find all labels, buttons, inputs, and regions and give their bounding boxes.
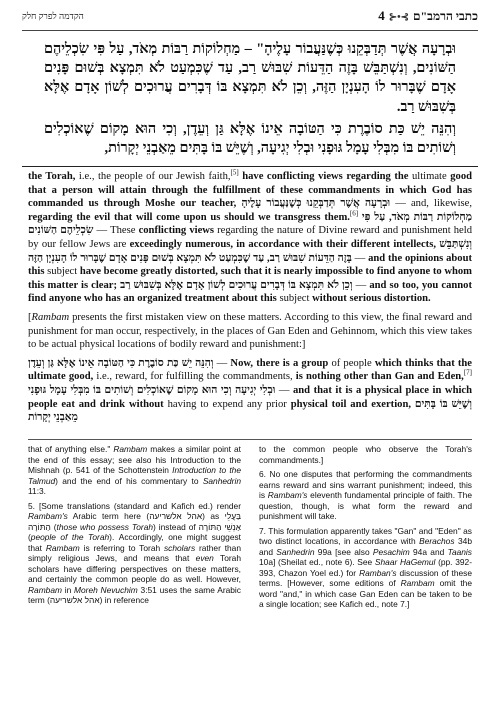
running-header (22, 8, 478, 24)
bold-text: which thinks that the ultimate good, (28, 357, 473, 383)
translation-commentary (28, 170, 472, 425)
hebrew-phrase: אהל אלשריעה (149, 511, 203, 521)
ornament-icon: ⊱•⊰ (388, 12, 410, 23)
hebrew-phrase: וּבְלִי יְגִיעָה (235, 384, 276, 396)
italic-text: Ramban's (359, 567, 397, 578)
text: — (351, 252, 369, 264)
text: 6. No one disputes that performing the commandments earns reward and sins warrant punishment; indeed, this is (259, 469, 472, 500)
footnote (28, 501, 241, 606)
bold-text: and the opinions about this (28, 252, 472, 278)
italic-text: Rambam (45, 542, 80, 553)
text: presents the first mistaken view on these matters. According to this view, the final reward and punishment for man occur, respectively, in the places of Gan Eden and Gehinnom, which this view takes to be actual physical locations of bodily reward and punishment:] (28, 311, 472, 351)
book-title: כתבי הרמב"ם (413, 9, 478, 23)
hebrew-phrase: מַחְלוֹקוֹת רַבּוֹת מְאֹד, עַל פִּי שִׂכְלֵיהֶם הַשּׁוֹנִים (28, 211, 472, 237)
text: eleventh fundamental principle of faith. The question, though, is what form the reward and punishment will take. (259, 490, 472, 521)
footnotes (28, 444, 472, 612)
footnote (259, 469, 472, 522)
italic-text: Introduction to the Talmud (28, 465, 242, 486)
text: 5. [Some translations (standard and Kafich ed.) render (28, 500, 241, 511)
italic-text: Shaar HaGemul (374, 557, 436, 567)
text: that of anything else." (28, 444, 114, 454)
text: Torah scholars have differing perspectives on these matters, and certainly the common people do as well. However, (28, 553, 241, 584)
hebrew-phrase: וּבְרָעָה אֲשֶׁר תְּדַבְּקֵנוּ כְּשֶׁנַּעֲבוֹר עָלֶיהָ (241, 198, 391, 210)
bold-text: and that it is a physical place in which people eat and drink without (28, 384, 472, 410)
footnote-divider (28, 439, 472, 440)
text: in (61, 584, 75, 595)
section-title: הקדמה לפרק חלק (22, 11, 84, 21)
text: discussion of these terms. [However, some editions of (259, 567, 472, 588)
bold-text: regarding the evil that will come upon us should we transgress them. (28, 211, 350, 223)
hebrew-text (44, 40, 456, 158)
italic-text: Rambam (113, 444, 148, 454)
text: subject (44, 266, 80, 278)
book-title-group (374, 8, 478, 24)
bold-text: have become greatly distorted, such that it is nearly impossible to find anyone to whom this matter is clear; (28, 266, 472, 291)
header-rule (22, 30, 478, 31)
text: 7. This formulation apparently takes "Gan" and "Eden" as two distinct locations, in accordance with (259, 525, 472, 546)
text: ) in reference (99, 595, 149, 605)
italic-text: Pesachim (372, 546, 410, 557)
page-number: 4 (378, 8, 385, 23)
text: omit the word "and," in which case Gan Eden can be taken to be a single location; see Kafich ed., note 7.] (259, 578, 472, 609)
text: ) as (202, 511, 225, 521)
bold-text: is nothing other than Gan and Eden, (295, 371, 464, 383)
hebrew-paragraph-2: וְהִנֵּה יֵשׁ כַּת סוֹבֶרֶת כִּי הַטּוֹבָה אֵינוֹ אֶלָּא גַּן וְעֵדֶן, וְכִי הוּא מָקוֹם שֶׁאוֹכְלִים וְשׁוֹתִים בּוֹ מִבְּלִי עָמָל גּוּפָנִי וּבְלִי יְגִיעָה, וְשֶׁיֵּשׁ בּוֹ בָּתִּים מֵאַבְנֵי יְקָרוֹת, (44, 120, 456, 157)
text: is referring to Torah (79, 542, 164, 553)
translation-paragraph (28, 170, 472, 306)
text: Arabic term here ( (67, 511, 150, 521)
hebrew-phrase: אַנְשֵׁי הַתּוֹרָה (198, 521, 241, 532)
text: of people (328, 357, 375, 369)
text: 10a] (Sheilat ed., note 6). See (259, 557, 375, 567)
footnote (259, 526, 472, 610)
hebrew-phrase: וְשֶׁיֵּשׁ בּוֹ בָּתִּים מֵאַבְנֵי יְקָרוֹת (28, 398, 472, 424)
footnote-marker: [6] (349, 209, 359, 218)
text: to the common people who observe the Torah's commandments.] (259, 444, 472, 465)
bold-text: have conflicting views regarding the (238, 171, 409, 182)
bold-text: the Torah, (28, 171, 76, 182)
translation-paragraph (28, 311, 472, 352)
text: — These (93, 225, 139, 237)
text: 3:51 uses the same Arabic term ( (28, 584, 241, 605)
italic-text: Rambam (400, 578, 435, 588)
hebrew-phrase: בַּעֲלֵי הַתּוֹרָה (28, 511, 242, 532)
bold-text: good that a person will attain through the fulfillment of these commandments in which God has commanded us through Moshe our teacher, (28, 171, 473, 210)
hebrew-phrase: וְנִשְׁתַּבֵּשׁ בָּזֶה הַדֵּעוֹת שִׁבּוּשׁ רַב, עַד שֶׁכִּמְעַט לֹא תִּמְצָא בְּשׁוּם פָּנִים אָדָם שֶׁבָּרוּר לוֹ הָעִנְיָן הַזֶּה (28, 238, 472, 264)
text: 11:3. (28, 486, 47, 496)
text: ). Accordingly, one might suggest that (28, 532, 242, 553)
bold-text: physical toil and exertion, (290, 398, 411, 410)
text: subject (276, 293, 313, 305)
text: 34b and (259, 536, 472, 557)
hebrew-phrase: וְכֵן לֹא תִּמְצָא בּוֹ דְּבָרִים עֲרוּכִים לְשׁוֹן אָדָם אֶלָּא בְּשִׁבּוּשׁ רַב (120, 279, 353, 291)
italic-text: Rambam's (28, 511, 68, 521)
text: ) instead of (153, 521, 199, 532)
italic-text: Taanis (447, 546, 472, 557)
text: i.e., the people of our Jewish faith, (75, 171, 231, 182)
text: ) and the end of his commentary to (55, 475, 203, 486)
italic-text: even (195, 553, 214, 563)
italic-text: Sanhedrin (276, 546, 315, 557)
bold-text: conflicting views (138, 225, 215, 237)
hebrew-phrase: אהל אלשריעה (49, 595, 100, 605)
text: rather than simply religious Jews, and means that (28, 542, 241, 563)
text: ( (50, 521, 57, 532)
text-divider (22, 166, 478, 167)
translation-paragraph (28, 357, 472, 425)
hebrew-paragraph-1: וּבְרָעָה אֲשֶׁר תְּדַבְּקֵנוּ כְּשֶׁנַּעֲבוֹר עָלֶיהָ" – מַחְלוֹקוֹת רַבּוֹת מְאֹד, עַל פִּי שִׂכְלֵיהֶם הַשּׁוֹנִים, וְנִשְׁתַּבֵּשׁ בָּזֶה הַדֵּעוֹת שִׁבּוּשׁ רַב, עַד שֶׁכִּמְעַט לֹא תִּמְצָא בְּשׁוּם פָּנִים אָדָם שֶׁבָּרוּר לוֹ הָעִנְיָן הַזֶּה, וְכֵן לֹא תִּמְצָא בּוֹ דְּבָרִים עֲרוּכִים לְשׁוֹן אָדָם אֶלָּא בְּשִׁבּוּשׁ רַב. (44, 41, 456, 115)
text: ultimate (408, 171, 451, 182)
text: having to expend any prior (163, 398, 291, 410)
text: i.e., reward, for fulfilling the commandments, (93, 371, 296, 383)
italic-text: Rambam (28, 584, 62, 595)
text: 94a and (409, 546, 448, 557)
hebrew-phrase: וְהִנֵּה יֵשׁ כַּת סוֹבֶרֶת כִּי הַטּוֹבָה אֵינוֹ אֶלָּא גַּן וְעֵדֶן (28, 357, 214, 369)
footnote-marker: [5] (230, 168, 239, 177)
bold-text: without serious distortion. (312, 293, 431, 305)
italic-text: people of the Torah (30, 532, 110, 542)
footnote-marker: [7] (463, 368, 472, 377)
italic-text: Berachos (419, 536, 455, 546)
italic-text: Sanhedrin (202, 475, 241, 486)
text: regarding the nature of Divine reward and punishment held by our fellow Jews are (28, 225, 472, 250)
footnote (28, 444, 241, 497)
text: — and, likewise, (390, 198, 472, 210)
text: [ (28, 311, 32, 323)
hebrew-phrase: וְכִי הוּא מָקוֹם שֶׁאוֹכְלִים וְשׁוֹתִים בּוֹ מִבְּלִי עָמָל גּוּפָנִי (28, 384, 232, 396)
text: — (213, 357, 231, 369)
italic-text: Rambam's (267, 490, 308, 500)
text: 99a [see also (314, 546, 373, 557)
footnote (259, 444, 472, 465)
bold-text: and so too, you cannot find anyone who has an organized treatment about this (28, 279, 472, 305)
bold-text: Now, there is a group (230, 357, 329, 369)
italic-text: those who possess Torah (56, 521, 154, 532)
text: ( (28, 532, 31, 542)
text: makes a similar point at the end of this essay; see also his Introduction to the Mishnah (p. 541 of the Schottenstein (28, 444, 241, 475)
text: — (352, 279, 370, 291)
italic-text: Rambam (31, 311, 70, 323)
text: (pp. 392-393, Chazon Yoel ed.) for (259, 557, 472, 578)
bold-text: exceedingly numerous, in accordance with their different intellects, (129, 238, 436, 250)
italic-text: Moreh Nevuchim (74, 584, 138, 595)
text: — (275, 384, 293, 396)
italic-text: scholars (163, 542, 196, 553)
